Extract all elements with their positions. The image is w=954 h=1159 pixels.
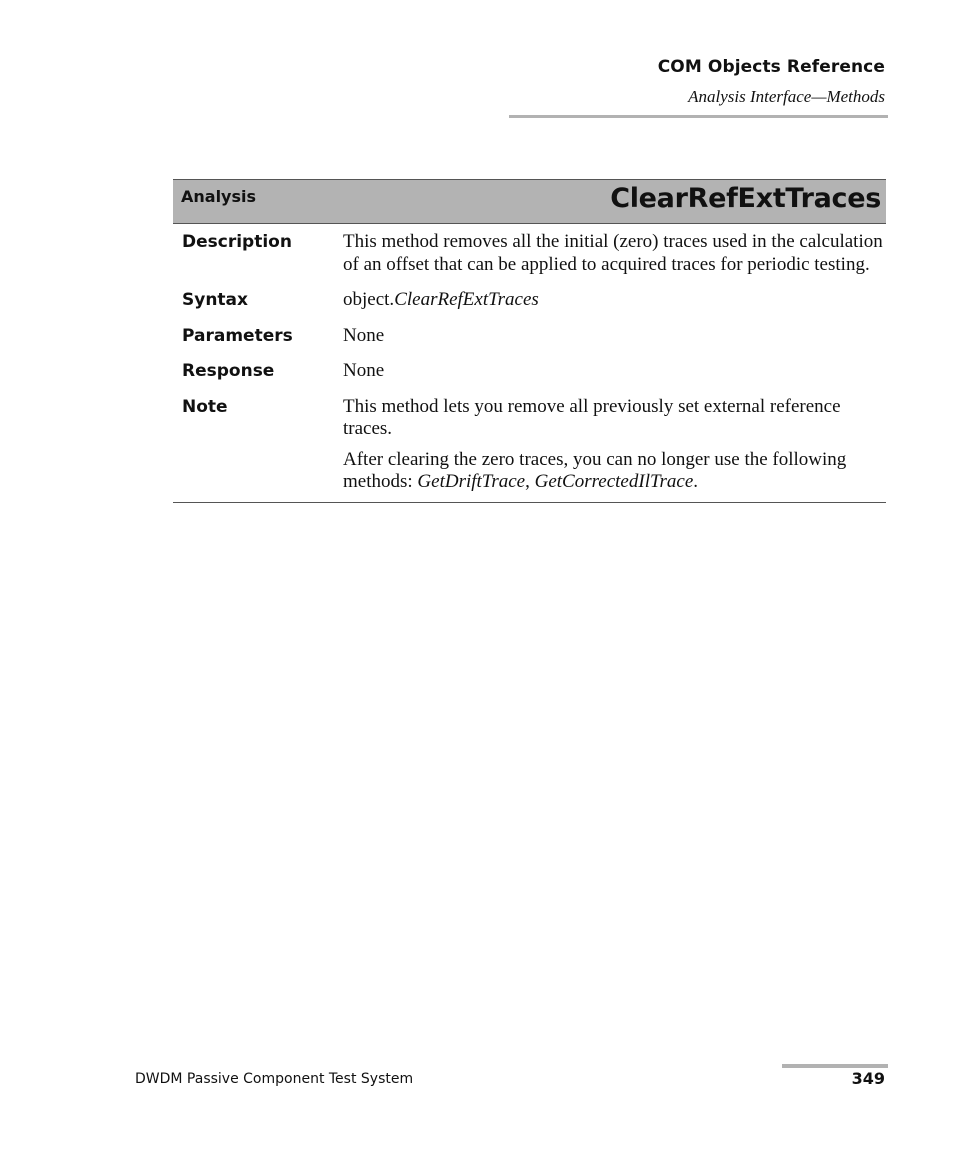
description-value	[343, 231, 883, 276]
table-header	[173, 179, 886, 224]
footer-rule	[782, 1064, 888, 1068]
response-row	[173, 360, 886, 383]
response-label: Response	[182, 361, 275, 381]
note-end: .	[693, 471, 698, 492]
response-value: None	[343, 360, 385, 381]
description-label: Description	[182, 232, 292, 252]
syntax-value	[343, 289, 883, 312]
chapter-title: COM Objects Reference	[657, 57, 885, 77]
section-subtitle: Analysis Interface—Methods	[688, 87, 885, 106]
note-paragraph-2	[343, 449, 883, 494]
syntax-label: Syntax	[182, 290, 248, 310]
syntax-prefix: object.	[343, 289, 395, 310]
page-number: 349	[851, 1069, 885, 1088]
description-row	[173, 231, 886, 276]
note-row	[173, 396, 886, 494]
parameters-value: None	[343, 324, 385, 346]
footer-doc-title: DWDM Passive Component Test System	[135, 1071, 414, 1087]
parameters-label: Parameters	[182, 325, 293, 346]
method-name: ClearRefExtTraces	[610, 183, 881, 214]
method-reference-table	[173, 179, 886, 503]
note-paragraph-1: This method lets you remove all previously set external reference traces.	[343, 395, 841, 439]
note-method-2: GetCorrectedIlTrace	[534, 471, 694, 492]
table-body	[173, 224, 886, 503]
header-rule	[509, 115, 888, 118]
method-category: Analysis	[181, 187, 257, 206]
parameters-row	[173, 325, 886, 348]
syntax-method: ClearRefExtTraces	[394, 289, 539, 310]
note-method-1: GetDriftTrace	[417, 471, 526, 492]
note-paragraph-2-text: After clearing the zero traces, you can no longer use the following methods:	[343, 448, 847, 492]
syntax-row	[173, 289, 886, 312]
note-separator: ,	[525, 471, 535, 492]
note-value	[343, 396, 883, 494]
note-label: Note	[182, 396, 228, 417]
description-text: This method removes all the initial (zero) traces used in the calculation of an offset that can be applied to acquired traces for periodic testing.	[343, 231, 883, 275]
